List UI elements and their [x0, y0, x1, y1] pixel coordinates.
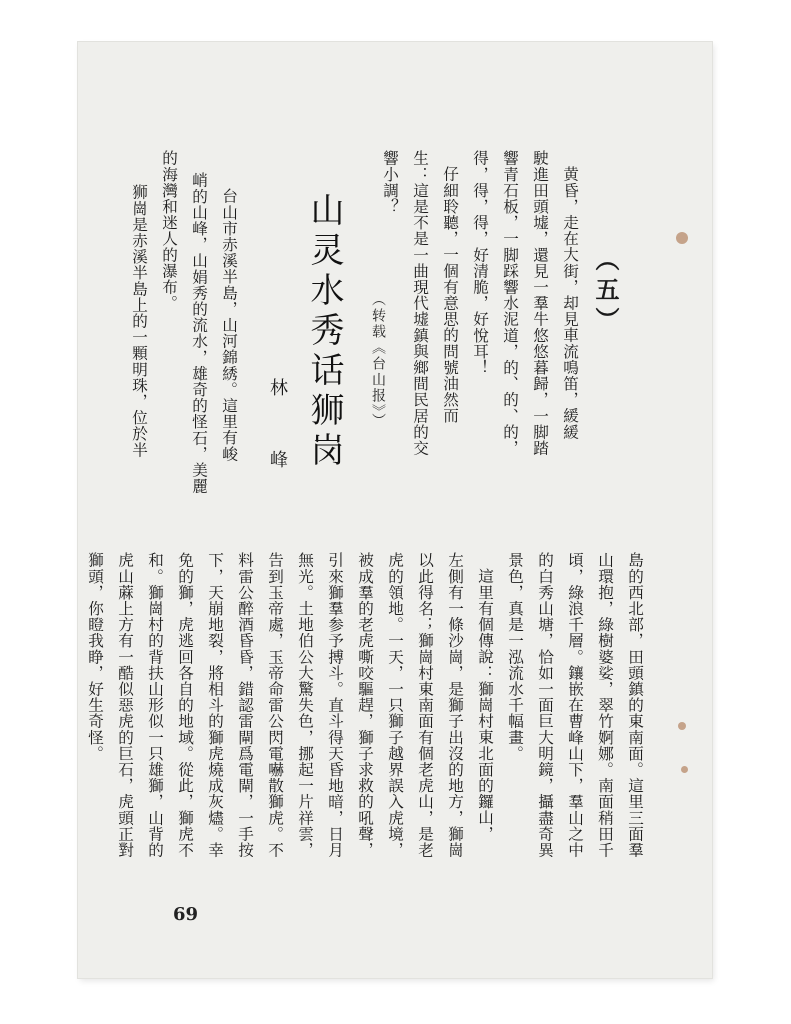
paper-stain — [678, 722, 686, 730]
article-title: 山灵水秀话狮岗 — [304, 192, 344, 472]
text-column: 景色，真是一泓流水千幅畫。 — [506, 552, 524, 762]
text-column: 生：這是不是一曲現代墟鎮與鄉間民居的交 — [411, 150, 429, 456]
text-column: 台山市赤溪半島，山河錦綉。這里有峻 — [220, 188, 238, 462]
text-column: 頃，綠浪千層。鑲嵌在曹峰山下，羣山之中 — [566, 552, 584, 858]
chapter-marker: （五） — [591, 247, 620, 337]
paper-stain — [676, 232, 688, 244]
text-column: 峭的山峰，山娟秀的流水，雄奇的怪石，美麗 — [190, 172, 208, 494]
text-column: 虎的領地。一天，一只獅子越界誤入虎境， — [386, 552, 404, 858]
text-column: 這里有個傳說：獅崗村東北面的鑼山， — [476, 568, 494, 842]
text-column: 黄昏，走在大街，却見車流鳴笛，緩緩 — [561, 166, 579, 440]
paper-stain — [681, 766, 688, 773]
text-column: 以此得名；獅崗村東南面有個老虎山，是老 — [416, 552, 434, 858]
text-column: 引來獅羣参予搏斗。直斗得天昏地暗，日月 — [326, 552, 344, 858]
text-column: 獅頭，你瞪我睁，好生奇怪。 — [86, 552, 104, 762]
text-column: 無光。土地伯公大驚失色，挪起一片祥雲， — [296, 552, 314, 858]
page-number: 69 — [173, 904, 199, 925]
text-column: 告到玉帝處，玉帝命雷公閃電嚇散獅虎。不 — [266, 552, 284, 858]
text-column: 的海灣和迷人的瀑布。 — [160, 150, 178, 311]
text-column: 下，天崩地裂，將相斗的獅虎燒成灰燼。幸 — [206, 552, 224, 858]
text-column: 得，得，得，好清脆，好悅耳！ — [471, 150, 489, 376]
text-column: 島的西北部，田頭鎮的東南面。這里三面羣 — [626, 552, 644, 858]
text-column: 左側有一條沙崗，是獅子出沒的地方，獅崗 — [446, 552, 464, 858]
article-source: （转载《台山报》） — [370, 292, 386, 429]
book-page — [78, 42, 712, 978]
article-author: 林 峰 — [267, 378, 288, 486]
text-column: 山環抱，綠樹婆娑，翠竹婀娜。南面稍田千 — [596, 552, 614, 858]
text-column: 駛進田頭墟，還見一羣牛悠悠暮歸，一脚踏 — [531, 150, 549, 456]
text-column: 免的獅，虎逃回各自的地域。從此，獅虎不 — [176, 552, 194, 858]
text-column: 和。獅崗村的背扶山形似一只雄獅，山背的 — [146, 552, 164, 858]
text-column: 仔細聆聽，一個有意思的問號油然而 — [441, 166, 459, 424]
text-column: 狮崗是赤溪半島上的一顆明珠，位於半 — [130, 184, 148, 458]
text-column: 響青石板，一脚踩響水泥道，的、的、的， — [501, 150, 519, 456]
text-column: 響小調？ — [381, 150, 399, 215]
text-column: 被成羣的老虎嘶咬驅趕，獅子求救的吼聲， — [356, 552, 374, 858]
text-column: 虎山蔴上方有一酷似惡虎的巨石，虎頭正對 — [116, 552, 134, 858]
text-column: 的白秀山塘，恰如一面巨大明鏡，攝盡奇異 — [536, 552, 554, 858]
text-column: 料雷公醉酒昏昏，錯認雷閘爲電閘，一手按 — [236, 552, 254, 858]
